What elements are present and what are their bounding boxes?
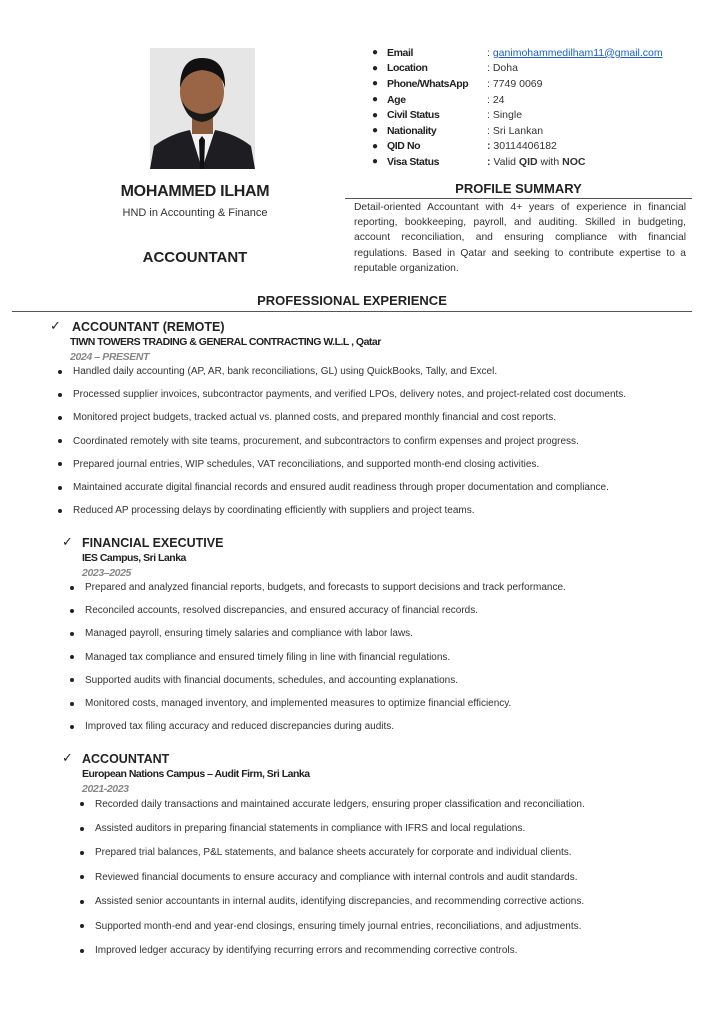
job-company: IES Campus, Sri Lanka [82,552,186,564]
candidate-name: MOHAMMED ILHAM [120,183,270,200]
contact-label: Civil Status [387,109,440,122]
job-dates: 2023–2025 [82,567,131,579]
contact-label: Phone/WhatsApp [387,77,469,90]
bullet-icon [70,702,74,706]
contact-item: ● Phone/WhatsApp : 7749 0069 [372,77,543,90]
list-item: Managed payroll, ensuring timely salaries and compliance with labor laws. [70,622,566,645]
bullet-icon [58,393,62,397]
bullet-icon [70,586,74,590]
contact-item: ● Age : 24 [372,93,505,106]
job-bullets [70,576,566,738]
profile-photo [150,48,255,169]
list-item: Processed supplier invoices, subcontractor payments, and verified LPOs, delivery notes, and project-related cost documents. [58,383,626,406]
candidate-role: ACCOUNTANT [142,249,248,266]
contact-label: Location [387,62,428,75]
bullet-icon [58,370,62,374]
bullet-icon [70,632,74,636]
bullet-icon [80,875,84,879]
contact-list [372,45,663,170]
list-item: Reduced AP processing delays by coordinating efficiently with suppliers and project teams. [58,499,626,522]
list-item: Monitored project budgets, tracked actual vs. planned costs, and prepared monthly financial and cost reports. [58,406,626,429]
job-bullets [80,792,585,963]
checkmark-icon: ✓ [62,750,73,765]
list-item: Supported month-end and year-end closings, ensuring timely journal entries, reconciliations, and adjustments. [80,914,585,938]
bullet-icon [58,509,62,513]
contact-label: Age [387,93,406,106]
job-title: ACCOUNTANT [82,752,170,766]
job-title: FINANCIAL EXECUTIVE [82,536,224,550]
job-company: European Nations Campus – Audit Firm, Sri Lanka [82,768,310,780]
contact-label: QID No [387,140,421,153]
contact-item: ● QID No : 30114406182 [372,140,557,153]
contact-label: Email [387,46,414,59]
experience-heading: PROFESSIONAL EXPERIENCE [257,293,447,308]
job-bullets [58,360,626,522]
contact-item: ● Civil Status : Single [372,109,523,122]
contact-value: 30114406182 [493,140,557,153]
bullet-icon [70,609,74,613]
contact-value: Sri Lankan [492,124,544,137]
list-item: Supported audits with financial documents, schedules, and accounting explanations. [70,669,566,692]
email-link[interactable]: ganimohammedilham11@gmail.com [492,46,663,59]
divider [12,311,692,312]
checkmark-icon: ✓ [50,318,61,333]
bullet-icon [80,827,84,831]
bullet-icon [58,462,62,466]
job-dates: 2021-2023 [82,783,129,795]
list-item: Reviewed financial documents to ensure accuracy and compliance with internal controls and audit standards. [80,865,585,889]
list-item: Managed tax compliance and ensured timely filing in line with financial regulations. [70,646,566,669]
contact-item: ● Location : Doha [372,62,518,75]
list-item: Recorded daily transactions and maintained accurate ledgers, ensuring proper classification and reconciliation. [80,792,585,816]
list-item: Prepared journal entries, WIP schedules, VAT reconciliations, and supported month-end closing activities. [58,453,626,476]
bullet-icon [58,486,62,490]
contact-value: 24 [492,93,505,106]
contact-item: ● Visa Status : Valid QID with NOC [372,155,586,168]
list-item: Assisted senior accountants in internal audits, identifying discrepancies, and recommending corrective actions. [80,890,585,914]
list-item: Coordinated remotely with site teams, procurement, and subcontractors to confirm expenses and project progress. [58,430,626,453]
job-company: TIWN TOWERS TRADING & GENERAL CONTRACTING W.L.L , Qatar [70,336,381,348]
bullet-icon [80,802,84,806]
list-item: Assisted auditors in preparing financial statements in compliance with IFRS and local regulations. [80,816,585,840]
bullet-icon [70,655,74,659]
divider [345,198,692,199]
contact-label: Nationality [387,124,437,137]
list-item: Improved ledger accuracy by identifying recurring errors and recommending corrective controls. [80,938,585,962]
bullet-icon [70,725,74,729]
job-title: ACCOUNTANT (REMOTE) [72,320,225,334]
bullet-icon [80,900,84,904]
list-item: Prepared and analyzed financial reports, budgets, and forecasts to support decisions and track performance. [70,576,566,599]
list-item: Reconciled accounts, resolved discrepancies, and ensured accuracy of financial records. [70,599,566,622]
contact-label: Visa Status [387,155,440,168]
contact-value: Single [492,109,523,122]
bullet-icon [80,949,84,953]
bullet-icon [58,439,62,443]
contact-value: 7749 0069 [492,77,543,90]
job-dates: 2024 – PRESENT [70,351,150,363]
bullet-icon [70,678,74,682]
contact-item: ● Nationality : Sri Lankan [372,124,544,137]
candidate-degree: HND in Accounting & Finance [122,207,268,219]
list-item: Improved tax filing accuracy and reduced discrepancies during audits. [70,715,566,738]
bullet-icon [80,924,84,928]
contact-value: Doha [492,62,518,75]
list-item: Handled daily accounting (AP, AR, bank reconciliations, GL) using QuickBooks, Tally, and Excel. [58,360,626,383]
profile-summary-heading: PROFILE SUMMARY [455,181,582,196]
bullet-icon [58,416,62,420]
list-item: Monitored costs, managed inventory, and implemented measures to optimize financial efficiency. [70,692,566,715]
bullet-icon [80,851,84,855]
checkmark-icon: ✓ [62,534,73,549]
list-item: Maintained accurate digital financial records and ensured audit readiness through proper documentation and compliance. [58,476,626,499]
list-item: Prepared trial balances, P&L statements, and balance sheets accurately for corporate and individual clients. [80,841,585,865]
contact-item: ● Email : ganimohammedilham11@gmail.com [372,46,663,59]
profile-summary-text: Detail-oriented Accountant with 4+ years of experience in financial reporting, bookkeeping, payroll, and auditing. Skilled in budgeting, account reconciliation, and ensuring compliance with financial regulations. Based in Qatar and seeking to contribute expertise to a reputable organization. [354,202,686,274]
